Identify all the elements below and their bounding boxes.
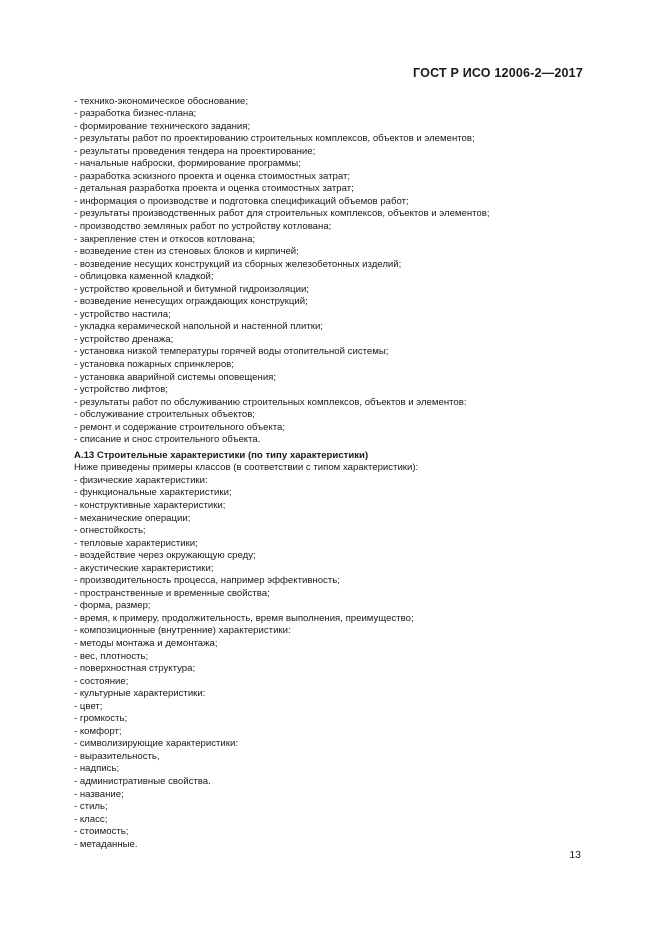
list-item: - стоимость; bbox=[74, 826, 129, 838]
list-item: - класс; bbox=[74, 813, 108, 825]
list-item: - устройство кровельной и битумной гидроизоляции; bbox=[74, 283, 309, 295]
list-item: - установка аварийной системы оповещения; bbox=[74, 371, 277, 383]
list-item: - цвет; bbox=[74, 700, 103, 712]
project-stages-list bbox=[74, 96, 594, 447]
list-item: - физические характеристики: bbox=[74, 474, 208, 486]
list-item: - символизирующие характеристики: bbox=[74, 738, 239, 750]
list-item: - комфорт; bbox=[74, 725, 122, 737]
list-item: - метаданные. bbox=[74, 838, 138, 850]
list-item: - состояние; bbox=[74, 675, 129, 687]
list-item: - надпись; bbox=[74, 763, 120, 775]
list-item: - формирование технического задания; bbox=[74, 120, 251, 132]
list-item: - начальные наброски, формирование программы; bbox=[74, 158, 301, 170]
page-number: 13 bbox=[569, 849, 581, 861]
list-item: - результаты проведения тендера на проектирование; bbox=[74, 145, 316, 157]
document-header: ГОСТ Р ИСО 12006-2—2017 bbox=[413, 66, 583, 80]
list-item: - разработка бизнес-плана; bbox=[74, 108, 197, 120]
list-item: - возведение стен из стеновых блоков и кирпичей; bbox=[74, 246, 299, 258]
list-item: - укладка керамической напольной и настенной плитки; bbox=[74, 321, 323, 333]
list-item: - обслуживание строительных объектов; bbox=[74, 409, 255, 421]
list-item: - возведение несущих конструкций из сборных железобетонных изделий; bbox=[74, 258, 402, 270]
document-body bbox=[74, 96, 594, 852]
list-item: - административные свойства. bbox=[74, 776, 211, 788]
list-item: - громкость; bbox=[74, 713, 128, 725]
list-item: - возведение ненесущих ограждающих конструкций; bbox=[74, 296, 308, 308]
list-item: - разработка эскизного проекта и оценка стоимостных затрат; bbox=[74, 170, 351, 182]
list-item: - огнестойкость; bbox=[74, 525, 146, 537]
list-item: - технико-экономическое обоснование; bbox=[74, 95, 249, 107]
list-item: - устройство дренажа; bbox=[74, 333, 174, 345]
list-item: - механические операции; bbox=[74, 512, 191, 524]
list-item: - стиль; bbox=[74, 801, 108, 813]
list-item: - культурные характеристики: bbox=[74, 688, 206, 700]
list-item: - информация о производстве и подготовка спецификаций объемов работ; bbox=[74, 195, 409, 207]
list-item: - композиционные (внутренние) характеристики: bbox=[74, 625, 291, 637]
list-item: - списание и снос строительного объекта. bbox=[74, 434, 261, 446]
list-item: - устройство лифтов; bbox=[74, 384, 168, 396]
list-item: - тепловые характеристики; bbox=[74, 537, 198, 549]
list-item: - вес, плотность; bbox=[74, 650, 149, 662]
list-item: - результаты работ по обслуживанию строительных комплексов, объектов и элементов: bbox=[74, 396, 467, 408]
list-item: - детальная разработка проекта и оценка стоимостных затрат; bbox=[74, 183, 354, 195]
characteristics-list bbox=[74, 475, 594, 851]
section-intro: Ниже приведены примеры классов (в соответствии с типом характеристики): bbox=[74, 462, 419, 474]
list-item: - время, к примеру, продолжительность, время выполнения, преимущество; bbox=[74, 612, 414, 624]
list-item: - методы монтажа и демонтажа; bbox=[74, 638, 218, 650]
list-item: - результаты работ по проектированию строительных комплексов, объектов и элементов; bbox=[74, 133, 475, 145]
list-item: - воздействие через окружающую среду; bbox=[74, 550, 256, 562]
list-item: - установка низкой температуры горячей воды отопительной системы; bbox=[74, 346, 389, 358]
list-item: - выразительность, bbox=[74, 750, 160, 762]
list-item: - установка пожарных спринклеров; bbox=[74, 358, 234, 370]
list-item: - результаты производственных работ для строительных комплексов, объектов и элементов; bbox=[74, 208, 490, 220]
list-item: - устройство настила; bbox=[74, 308, 171, 320]
list-item: - пространственные и временные свойства; bbox=[74, 587, 270, 599]
list-item: - название; bbox=[74, 788, 124, 800]
list-item: - акустические характеристики; bbox=[74, 562, 214, 574]
list-item: - форма, размер; bbox=[74, 600, 151, 612]
list-item: - функциональные характеристики; bbox=[74, 487, 232, 499]
list-item: - облицовка каменной кладкой; bbox=[74, 271, 214, 283]
list-item: - производство земляных работ по устройству котлована; bbox=[74, 220, 332, 232]
list-item: - конструктивные характеристики; bbox=[74, 500, 226, 511]
list-item: - производительность процесса, например эффективность; bbox=[74, 575, 340, 587]
section-heading: А.13 Строительные характеристики (по типу характеристики) bbox=[74, 449, 369, 461]
list-item: - поверхностная структура; bbox=[74, 663, 196, 675]
list-item: - ремонт и содержание строительного объекта; bbox=[74, 421, 286, 433]
list-item: - закрепление стен и откосов котлована; bbox=[74, 233, 256, 245]
